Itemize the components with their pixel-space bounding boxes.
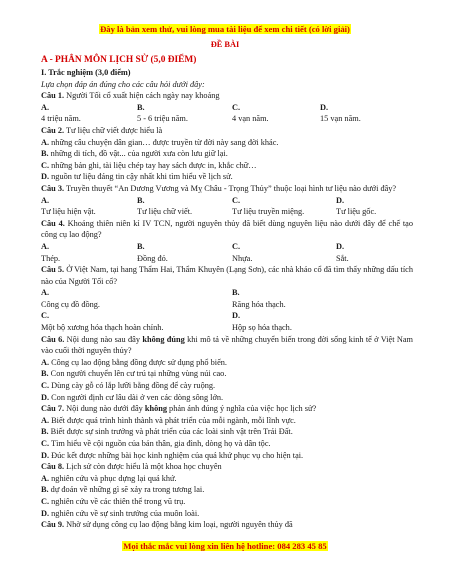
option-d: D. nguồn tư liệu đáng tin cậy nhất khi tìm hiểu về lịch sử.	[41, 172, 233, 182]
question-label: Câu 3.	[41, 183, 65, 193]
option-a: A. Thép.	[41, 241, 61, 263]
option-d: D. Đúc kết được những bài học kinh nghiệm của quá khứ phục vụ cho hiện tại.	[41, 450, 304, 460]
option-b: B. những di tích, đồ vật... của người xưa còn lưu giữ lại.	[41, 149, 228, 159]
question-text: Lịch sử còn được hiểu là một khoa học chuyên	[64, 462, 222, 472]
question-text: Khoảng thiên niên kỉ IV TCN, người nguyên thủy đã biết dùng nguyên liệu nào dưới đây để chế tạo công cụ lao động?	[41, 218, 413, 240]
option-a: A. nghiên cứu và phục dựng lại quá khứ.	[41, 473, 177, 483]
question-3	[41, 183, 413, 218]
option-b: B. Con người chuyển lên cư trú tại những vùng núi cao.	[41, 369, 227, 379]
exam-title: ĐỀ BÀI	[210, 40, 240, 49]
option-b: B. Đồng đỏ.	[137, 241, 168, 263]
question-label: Câu 2.	[41, 125, 65, 135]
question-label: Câu 5.	[41, 265, 65, 275]
options-row	[41, 195, 413, 218]
option-d: D. 15 vạn năm.	[320, 102, 361, 124]
options-row	[41, 287, 413, 310]
option-b: B. Biết được sự sinh trưởng và phát triển của các loài sinh vật trên Trái Đất.	[41, 427, 293, 437]
question-4	[41, 218, 413, 264]
options-row	[41, 310, 413, 333]
option-c: C. nghiên cứu về các thiên thể trong vũ trụ.	[41, 496, 186, 506]
question-label: Câu 6.	[41, 334, 65, 344]
question-text: Tư liệu chữ viết được hiểu là	[64, 125, 163, 135]
option-a: A. Công cụ lao động bằng đồng được sử dụng phổ biến.	[41, 357, 227, 367]
question-label: Câu 9.	[41, 520, 65, 530]
option-a: A. Công cụ đồ đồng.	[41, 288, 100, 309]
question-6: Câu 6. Nội dung nào sau đây không đúng khi mô tả về những chuyển biến trong đời sống kinh tế ở Việt Nam vào cuối thời nguyên thủy? A. Công cụ lao động bằng đồng được sử dụng phổ biến. B. Con người chuyển lên cư trú tại những vùng núi cao. C. Dùng cày gỗ có lắp lưỡi bằng đồng để cày ruộng. D. Con người định cư lâu dài ở ven các dòng sông lớn.	[41, 334, 413, 402]
question-text: Người Tối cổ xuất hiện cách ngày nay khoảng	[64, 91, 220, 101]
question-text: Ở Việt Nam, tại hang Thẩm Hai, Thẩm Khuyên (Lạng Sơn), các nhà khảo cổ đã tìm thấy những dấu tích nào của Người Tối cổ?	[41, 265, 413, 286]
part-1-heading: I. Trắc nghiệm (3,0 điểm)	[41, 68, 131, 77]
preview-notice-banner	[0, 24, 450, 34]
option-d: D. Hộp sọ hóa thạch.	[232, 311, 292, 333]
option-c: C. Tư liệu truyền miệng.	[232, 195, 305, 217]
option-d: D. Tư liệu gốc.	[336, 195, 377, 217]
section-a-heading: A - PHÂN MÔN LỊCH SỬ (5,0 ĐIỂM)	[41, 55, 197, 65]
question-8	[41, 461, 413, 519]
exam-content	[41, 54, 413, 531]
option-c: C. Dùng cày gỗ có lắp lưỡi bằng đồng để cày ruộng.	[41, 381, 216, 391]
preview-notice-text: Đây là bản xem thử, vui lòng mua tài liệu để xem chi tiết (có lời giải)	[100, 24, 350, 34]
question-label: Câu 4.	[41, 218, 65, 228]
option-c: C. Một bộ xương hóa thạch hoàn chỉnh.	[41, 311, 164, 333]
question-1	[41, 90, 413, 125]
question-7: Câu 7. Nội dung nào dưới đây không phản ánh đúng ý nghĩa của việc học lịch sử? A. Biết được quá trình hình thành và phát triển của mỗi ngành, mỗi lĩnh vực. B. Biết được sự sinh trưởng và phát triển của các loài sinh vật trên Trái Đất. C. Tìm hiểu về cội nguồn của bản thân, gia đình, dòng họ và dân tộc. D. Đúc kết được những bài học kinh nghiệm của quá khứ phục vụ cho hiện tại.	[41, 403, 413, 461]
option-d: D. nghiên cứu về sự sinh trưởng của muôn loài.	[41, 508, 200, 518]
hotline-text: Mọi thắc mắc vui lòng xin liên hệ hotline: 084 283 45 85	[123, 541, 327, 551]
option-a: A. Biết được quá trình hình thành và phát triển của mỗi ngành, mỗi lĩnh vực.	[41, 415, 296, 425]
options-row	[41, 241, 413, 264]
question-2	[41, 125, 413, 183]
option-a: A. những câu chuyện dân gian… được truyền từ đời này sang đời khác.	[41, 137, 279, 147]
question-9	[41, 519, 413, 531]
option-d: D. Sắt.	[336, 241, 349, 263]
hotline-banner	[0, 541, 450, 551]
emphasis-text: không đúng	[142, 334, 185, 344]
options-row	[41, 102, 413, 125]
option-b: B. dự đoán về những gì sẽ xảy ra trong tương lai.	[41, 485, 205, 495]
question-label: Câu 1.	[41, 91, 65, 101]
option-c: C. Tìm hiểu về cội nguồn của bản thân, gia đình, dòng họ và dân tộc.	[41, 439, 271, 448]
option-b: B. Tư liệu chữ viết.	[137, 195, 193, 217]
option-c: C. Nhựa.	[232, 241, 253, 263]
option-b: B. Răng hóa thạch.	[232, 288, 286, 309]
instruction-text: Lựa chọn đáp án đúng cho các câu hỏi dưới đây:	[41, 79, 205, 89]
option-d: D. Con người định cư lâu dài ở ven các dòng sông lớn.	[41, 392, 224, 402]
option-a: A. 4 triệu năm.	[41, 102, 81, 124]
emphasis-text: không	[144, 404, 167, 414]
option-b: B. 5 - 6 triệu năm.	[137, 102, 188, 124]
option-c: C. những bản ghi, tài liệu chép tay hay sách được in, khắc chữ…	[41, 160, 257, 170]
option-a: A. Tư liệu hiện vật.	[41, 195, 96, 217]
question-text: Nhờ sử dụng công cụ lao động bằng kim loại, người nguyên thủy đã	[64, 520, 293, 530]
option-c: C. 4 vạn năm.	[232, 102, 269, 124]
question-label: Câu 8.	[41, 462, 65, 472]
question-text: Truyền thuyết “An Dương Vương và Mỵ Châu - Trọng Thủy” thuộc loại hình tư liệu nào dưới đây?	[64, 183, 397, 193]
question-5	[41, 264, 413, 334]
question-label: Câu 7.	[41, 404, 65, 414]
